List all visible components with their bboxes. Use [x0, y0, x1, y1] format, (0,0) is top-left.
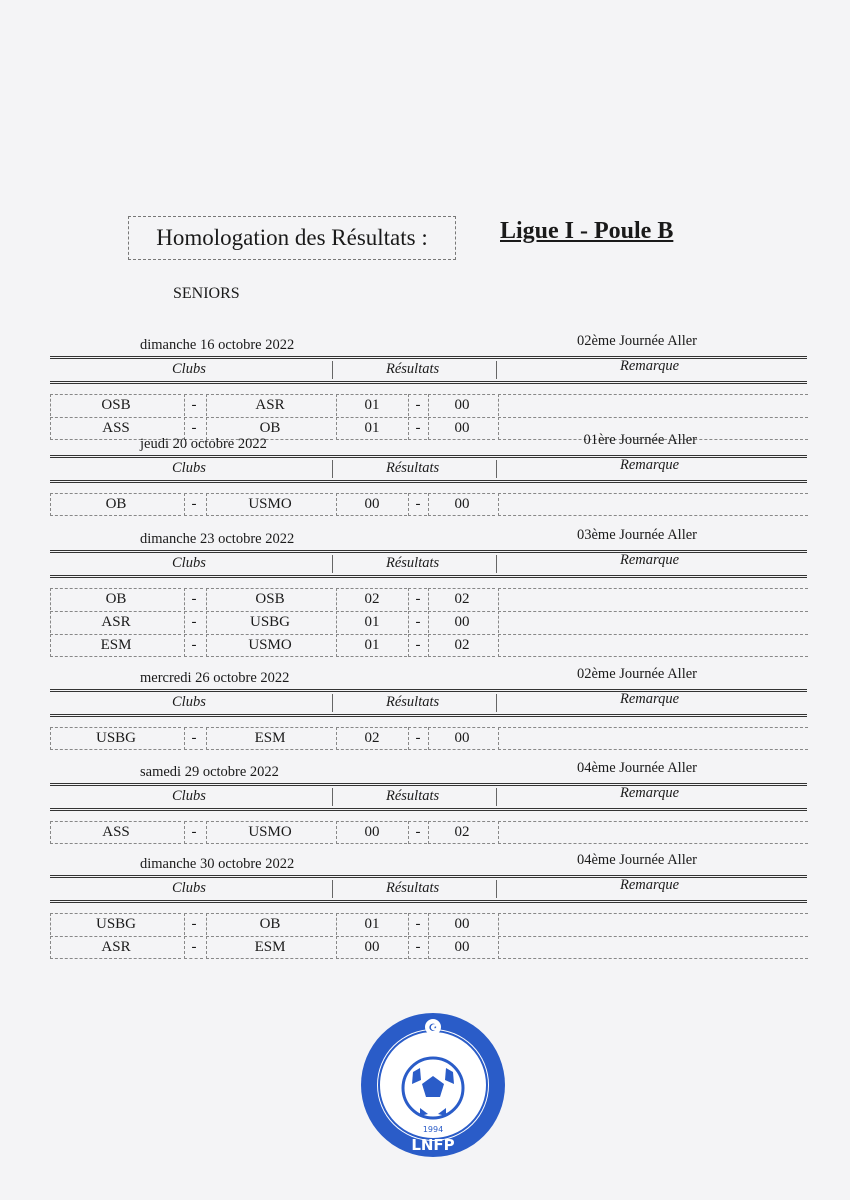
- score-separator: -: [408, 417, 427, 440]
- home-score: 01: [336, 634, 407, 657]
- clubs-column-header: Clubs: [172, 694, 206, 710]
- home-club: OB: [50, 588, 181, 610]
- away-club: OB: [206, 913, 333, 935]
- away-club: OSB: [206, 588, 333, 610]
- match-day: [50, 432, 807, 516]
- versus-separator: -: [184, 394, 203, 416]
- day-header: [50, 333, 807, 355]
- score-separator: -: [408, 727, 427, 750]
- away-score: 00: [428, 913, 495, 935]
- home-club: OB: [50, 493, 181, 516]
- away-score: 00: [428, 611, 495, 633]
- score-separator: -: [408, 821, 427, 844]
- score-separator: -: [408, 936, 427, 959]
- clubs-column-header: Clubs: [172, 361, 206, 377]
- table-header: [50, 356, 807, 384]
- match-date: dimanche 23 octobre 2022: [140, 531, 295, 547]
- heading-box: [128, 216, 456, 260]
- match-day: [50, 333, 807, 440]
- away-club: ESM: [206, 936, 333, 959]
- versus-separator: -: [184, 588, 203, 610]
- table-row: [50, 493, 807, 516]
- table-header: [50, 875, 807, 903]
- home-score: 00: [336, 493, 407, 516]
- round-label: 04ème Journée Aller: [577, 760, 697, 776]
- table-row: [50, 634, 807, 657]
- home-club: ASS: [50, 417, 181, 440]
- score-separator: -: [408, 913, 427, 935]
- versus-separator: -: [184, 821, 203, 844]
- away-score: 00: [428, 936, 495, 959]
- home-score: 01: [336, 394, 407, 416]
- round-label: 02ème Journée Aller: [577, 333, 697, 349]
- home-club: ASR: [50, 611, 181, 633]
- versus-separator: -: [184, 913, 203, 935]
- home-score: 01: [336, 611, 407, 633]
- match-date: dimanche 16 octobre 2022: [140, 337, 295, 353]
- home-score: 01: [336, 417, 407, 440]
- day-header: [50, 852, 807, 874]
- day-header: [50, 760, 807, 782]
- svg-text:1994: 1994: [422, 1125, 444, 1134]
- away-score: 02: [428, 634, 495, 657]
- match-day: [50, 852, 807, 959]
- home-club: USBG: [50, 727, 181, 750]
- clubs-column-header: Clubs: [172, 555, 206, 571]
- table-row: [50, 727, 807, 750]
- results-column-header: Résultats: [386, 361, 440, 377]
- table-row: [50, 913, 807, 936]
- away-score: 00: [428, 727, 495, 750]
- remark-cell: [498, 611, 808, 633]
- table-header: [50, 550, 807, 578]
- home-score: 02: [336, 588, 407, 610]
- clubs-column-header: Clubs: [172, 880, 206, 896]
- home-club: USBG: [50, 913, 181, 935]
- remark-cell: [498, 821, 808, 844]
- match-day: [50, 527, 807, 657]
- results-column-header: Résultats: [386, 788, 440, 804]
- remark-column-header: Remarque: [620, 785, 680, 801]
- versus-separator: -: [184, 727, 203, 750]
- away-club: USBG: [206, 611, 333, 633]
- away-score: 00: [428, 417, 495, 440]
- table-row: [50, 588, 807, 611]
- match-day: [50, 760, 807, 844]
- away-score: 00: [428, 493, 495, 516]
- remark-column-header: Remarque: [620, 691, 680, 707]
- svg-text:☪: ☪: [428, 1023, 438, 1034]
- match-day: [50, 666, 807, 750]
- home-score: 00: [336, 821, 407, 844]
- remark-cell: [498, 493, 808, 516]
- remark-cell: [498, 913, 808, 935]
- results-column-header: Résultats: [386, 694, 440, 710]
- match-date: samedi 29 octobre 2022: [140, 764, 279, 780]
- home-club: ESM: [50, 634, 181, 657]
- away-club: USMO: [206, 634, 333, 657]
- match-date: dimanche 30 octobre 2022: [140, 856, 295, 872]
- versus-separator: -: [184, 634, 203, 657]
- home-club: ASR: [50, 936, 181, 959]
- away-club: USMO: [206, 493, 333, 516]
- versus-separator: -: [184, 936, 203, 959]
- versus-separator: -: [184, 493, 203, 516]
- category-label: SENIORS: [173, 285, 240, 302]
- home-club: OSB: [50, 394, 181, 416]
- remark-column-header: Remarque: [620, 358, 680, 374]
- results-column-header: Résultats: [386, 460, 440, 476]
- home-club: ASS: [50, 821, 181, 844]
- away-score: 02: [428, 821, 495, 844]
- day-header: [50, 527, 807, 549]
- match-date: mercredi 26 octobre 2022: [140, 670, 290, 686]
- results-column-header: Résultats: [386, 880, 440, 896]
- day-header: [50, 432, 807, 454]
- versus-separator: -: [184, 417, 203, 440]
- remark-column-header: Remarque: [620, 877, 680, 893]
- away-club: OB: [206, 417, 333, 440]
- document-heading: Homologation des Résultats :: [156, 225, 428, 250]
- remark-column-header: Remarque: [620, 457, 680, 473]
- remark-cell: [498, 588, 808, 610]
- table-header: [50, 455, 807, 483]
- remark-cell: [498, 394, 808, 416]
- round-label: 03ème Journée Aller: [577, 527, 697, 543]
- round-label: 02ème Journée Aller: [577, 666, 697, 682]
- table-header: [50, 689, 807, 717]
- remark-cell: [498, 727, 808, 750]
- clubs-column-header: Clubs: [172, 460, 206, 476]
- remark-column-header: Remarque: [620, 552, 680, 568]
- versus-separator: -: [184, 611, 203, 633]
- away-score: 02: [428, 588, 495, 610]
- remark-cell: [498, 936, 808, 959]
- home-score: 02: [336, 727, 407, 750]
- score-separator: -: [408, 588, 427, 610]
- svg-text:LNFP: LNFP: [411, 1136, 455, 1154]
- day-header: [50, 666, 807, 688]
- results-column-header: Résultats: [386, 555, 440, 571]
- remark-cell: [498, 634, 808, 657]
- score-separator: -: [408, 634, 427, 657]
- table-row: [50, 611, 807, 634]
- round-label: 01ère Journée Aller: [583, 432, 697, 448]
- score-separator: -: [408, 611, 427, 633]
- lnfp-seal-icon: [358, 1010, 508, 1160]
- score-separator: -: [408, 394, 427, 416]
- home-score: 00: [336, 936, 407, 959]
- home-score: 01: [336, 913, 407, 935]
- score-separator: -: [408, 493, 427, 516]
- round-label: 04ème Journée Aller: [577, 852, 697, 868]
- match-date: jeudi 20 octobre 2022: [140, 436, 267, 452]
- table-row: [50, 821, 807, 844]
- table-row: [50, 936, 807, 959]
- away-club: USMO: [206, 821, 333, 844]
- clubs-column-header: Clubs: [172, 788, 206, 804]
- league-title: Ligue I - Poule B: [500, 218, 674, 244]
- table-row: [50, 394, 807, 417]
- away-score: 00: [428, 394, 495, 416]
- away-club: ASR: [206, 394, 333, 416]
- table-header: [50, 783, 807, 811]
- away-club: ESM: [206, 727, 333, 750]
